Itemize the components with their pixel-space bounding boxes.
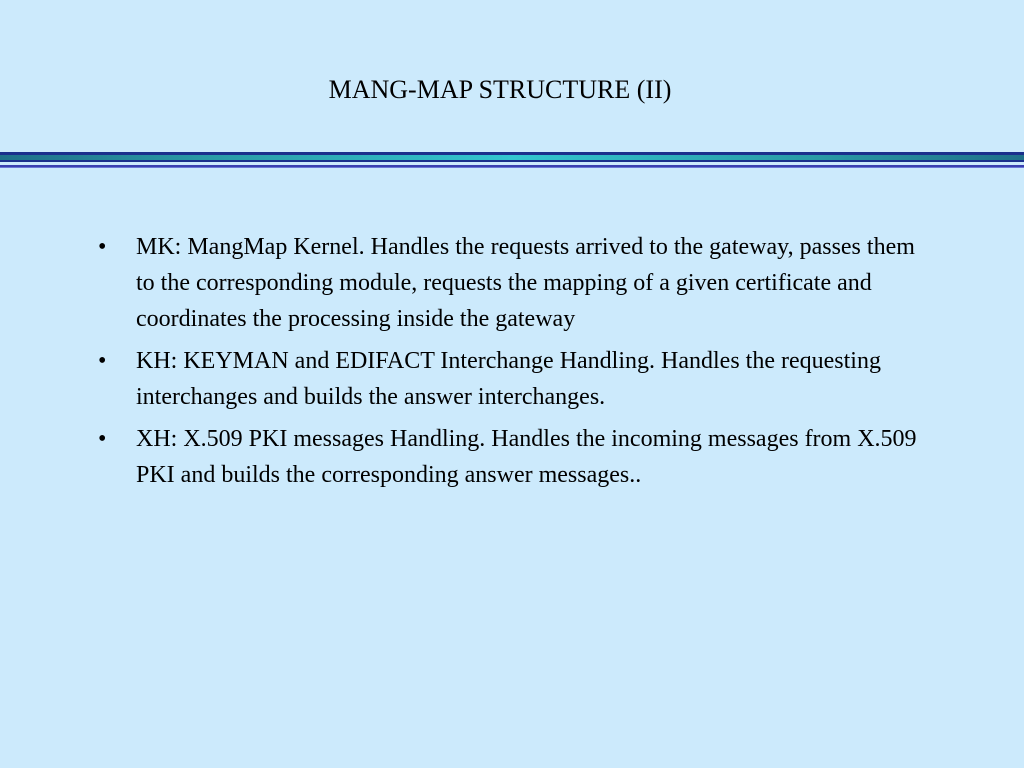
bullet-list [98,229,938,499]
bullet-item-kh [98,343,938,415]
bullet-item-mk [98,229,938,337]
bullet-item-xh [98,421,938,493]
title-divider-thin-line-2 [0,167,1024,168]
bullet-marker: • [98,348,107,374]
slide-title: MANG-MAP STRUCTURE (II) [328,75,672,104]
bullet-text: KH: KEYMAN and EDIFACT Interchange Handling. Handles the requesting interchanges and builds the answer interchanges. [136,348,881,410]
bullet-marker: • [98,426,107,452]
bullet-marker: • [98,234,107,260]
title-divider-bottom-line [0,160,1024,162]
bullet-text: MK: MangMap Kernel. Handles the requests arrived to the gateway, passes them to the corresponding module, requests the mapping of a given certificate and coordinates the processing inside the gateway [136,234,915,332]
bullet-text: XH: X.509 PKI messages Handling. Handles the incoming messages from X.509 PKI and builds the corresponding answer messages.. [136,426,917,488]
